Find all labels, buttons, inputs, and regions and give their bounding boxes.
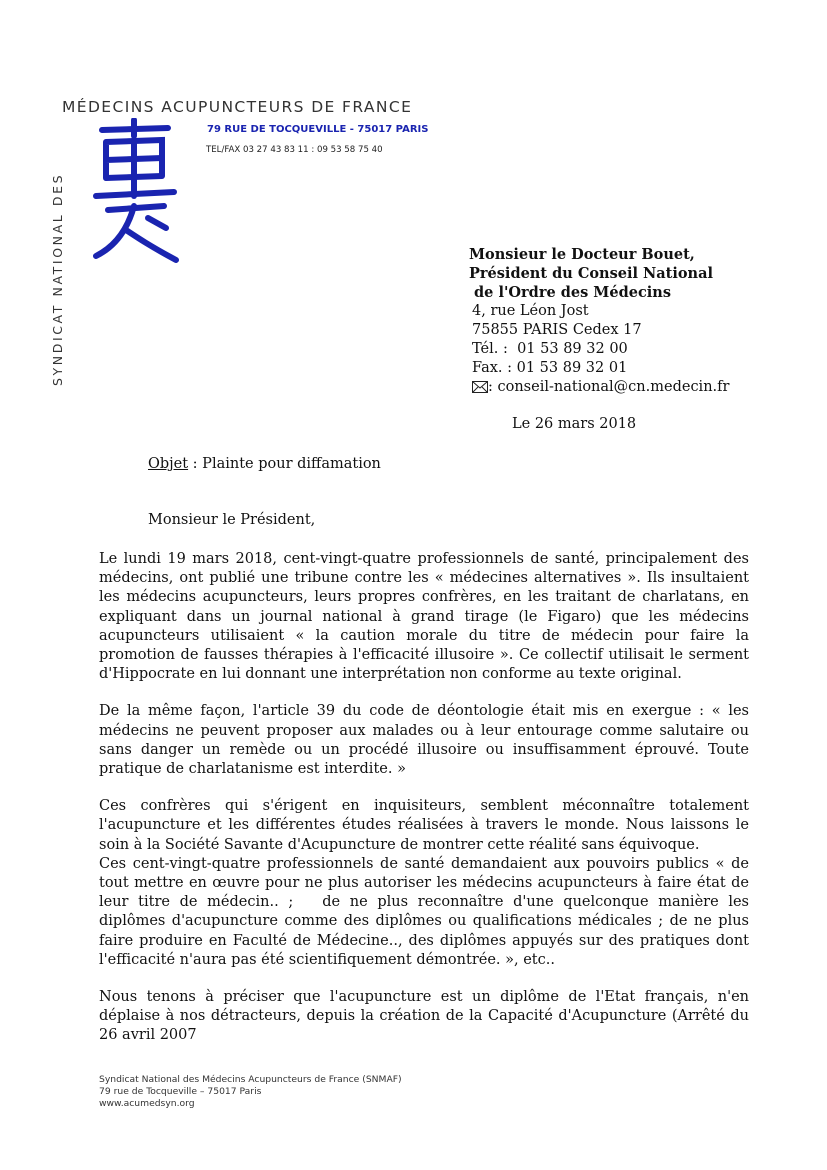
footer-address: 79 rue de Tocqueville – 75017 Paris bbox=[99, 1086, 262, 1097]
recipient-street: 4, rue Léon Jost bbox=[472, 303, 589, 319]
salutation: Monsieur le Président, bbox=[148, 512, 316, 528]
paragraph: Ces confrères qui s'érigent en inquisiteurs, semblent méconnaître totalement l'acupuncture et les différentes études réalisées à travers le monde. Nous laissons le soin à la Société Savante d'Acupuncture de montrer cette réalité sans équivoque. bbox=[99, 798, 749, 853]
recipient-email-line bbox=[469, 378, 729, 397]
letterhead-vertical-text-wrap bbox=[30, 96, 65, 386]
paragraph: Ces cent-vingt-quatre professionnels de santé demandaient aux pouvoirs publics « de tout mettre en œuvre pour ne plus autoriser les médecins acupuncteurs à faire état de leur titre de médecin.. ; de ne plus reconnaître d'une quelconque manière les diplômes d'acupuncture comme des diplômes ou qualifications médicales ; de ne plus faire produire en Faculté de Médecine.., des diplômes appuyés sur des pratiques dont l'efficacité n'aura pas été scientifiquement démontrée. », etc.. bbox=[99, 855, 754, 968]
paragraph: De la même façon, l'article 39 du code de déontologie était mis en exergue : « les médecins ne peuvent proposer aux malades ou à leur entourage comme salutaire ou sans danger un remède ou un procédé illusoire ou insuffisamment éprouvé. Toute pratique de charlatanisme est interdite. » bbox=[99, 703, 749, 778]
envelope-icon bbox=[472, 381, 488, 393]
subject-label: Objet bbox=[148, 456, 189, 472]
recipient-email[interactable]: : conseil-national@cn.medecin.fr bbox=[488, 379, 730, 395]
recipient-tel: Tél. : 01 53 89 32 00 bbox=[472, 341, 628, 357]
recipient-city: 75855 PARIS Cedex 17 bbox=[472, 322, 642, 338]
recipient-name: Monsieur le Docteur Bouet, bbox=[469, 246, 695, 263]
letter-date: Le 26 mars 2018 bbox=[512, 416, 637, 432]
letter-footer bbox=[99, 1074, 402, 1110]
recipient-fax: Fax. : 01 53 89 32 01 bbox=[472, 360, 628, 376]
recipient-block bbox=[469, 245, 729, 397]
recipient-title-cont: de l'Ordre des Médecins bbox=[469, 284, 671, 301]
footer-website[interactable]: www.acumedsyn.org bbox=[99, 1098, 195, 1109]
letterhead-address: 79 RUE DE TOCQUEVILLE - 75017 PARIS bbox=[207, 124, 429, 135]
letterhead-vertical-text: SYNDICAT NATIONAL DES bbox=[50, 172, 65, 386]
letter-subject bbox=[148, 456, 381, 472]
subject-text: : Plainte pour diffamation bbox=[188, 456, 381, 472]
paragraph: Le lundi 19 mars 2018, cent-vingt-quatre professionnels de santé, principalement des médecins, ont publié une tribune contre les « médecines alternatives ». Ils insultaient les médecins acupuncteurs, leurs propres confrères, en les traitant de charlatans, en expliquant dans un journal national à grand tirage (le Figaro) que les médecins acupuncteurs utilisaient « la caution morale du titre de médecin pour faire la promotion de fausses thérapies à l'efficacité illusoire ». Ce collectif utilisait le serment d'Hippocrate en lui donnant une interprétation non conforme au texte original. bbox=[99, 551, 749, 683]
recipient-title: Président du Conseil National bbox=[469, 265, 714, 282]
paragraph: Nous tenons à préciser que l'acupuncture est un diplôme de l'Etat français, n'en déplaise à nos détracteurs, depuis la création de la Capacité d'Acupuncture (Arrêté du 26 avril 2007 bbox=[99, 989, 749, 1044]
calligraphy-logo bbox=[88, 118, 183, 268]
footer-org: Syndicat National des Médecins Acupuncteurs de France (SNMAF) bbox=[99, 1074, 402, 1085]
letterhead-telfax: TEL/FAX 03 27 43 83 11 : 09 53 58 75 40 bbox=[206, 145, 383, 155]
letterhead-org-name: MÉDECINS ACUPUNCTEURS DE FRANCE bbox=[62, 98, 413, 116]
letter-body bbox=[99, 550, 754, 1046]
